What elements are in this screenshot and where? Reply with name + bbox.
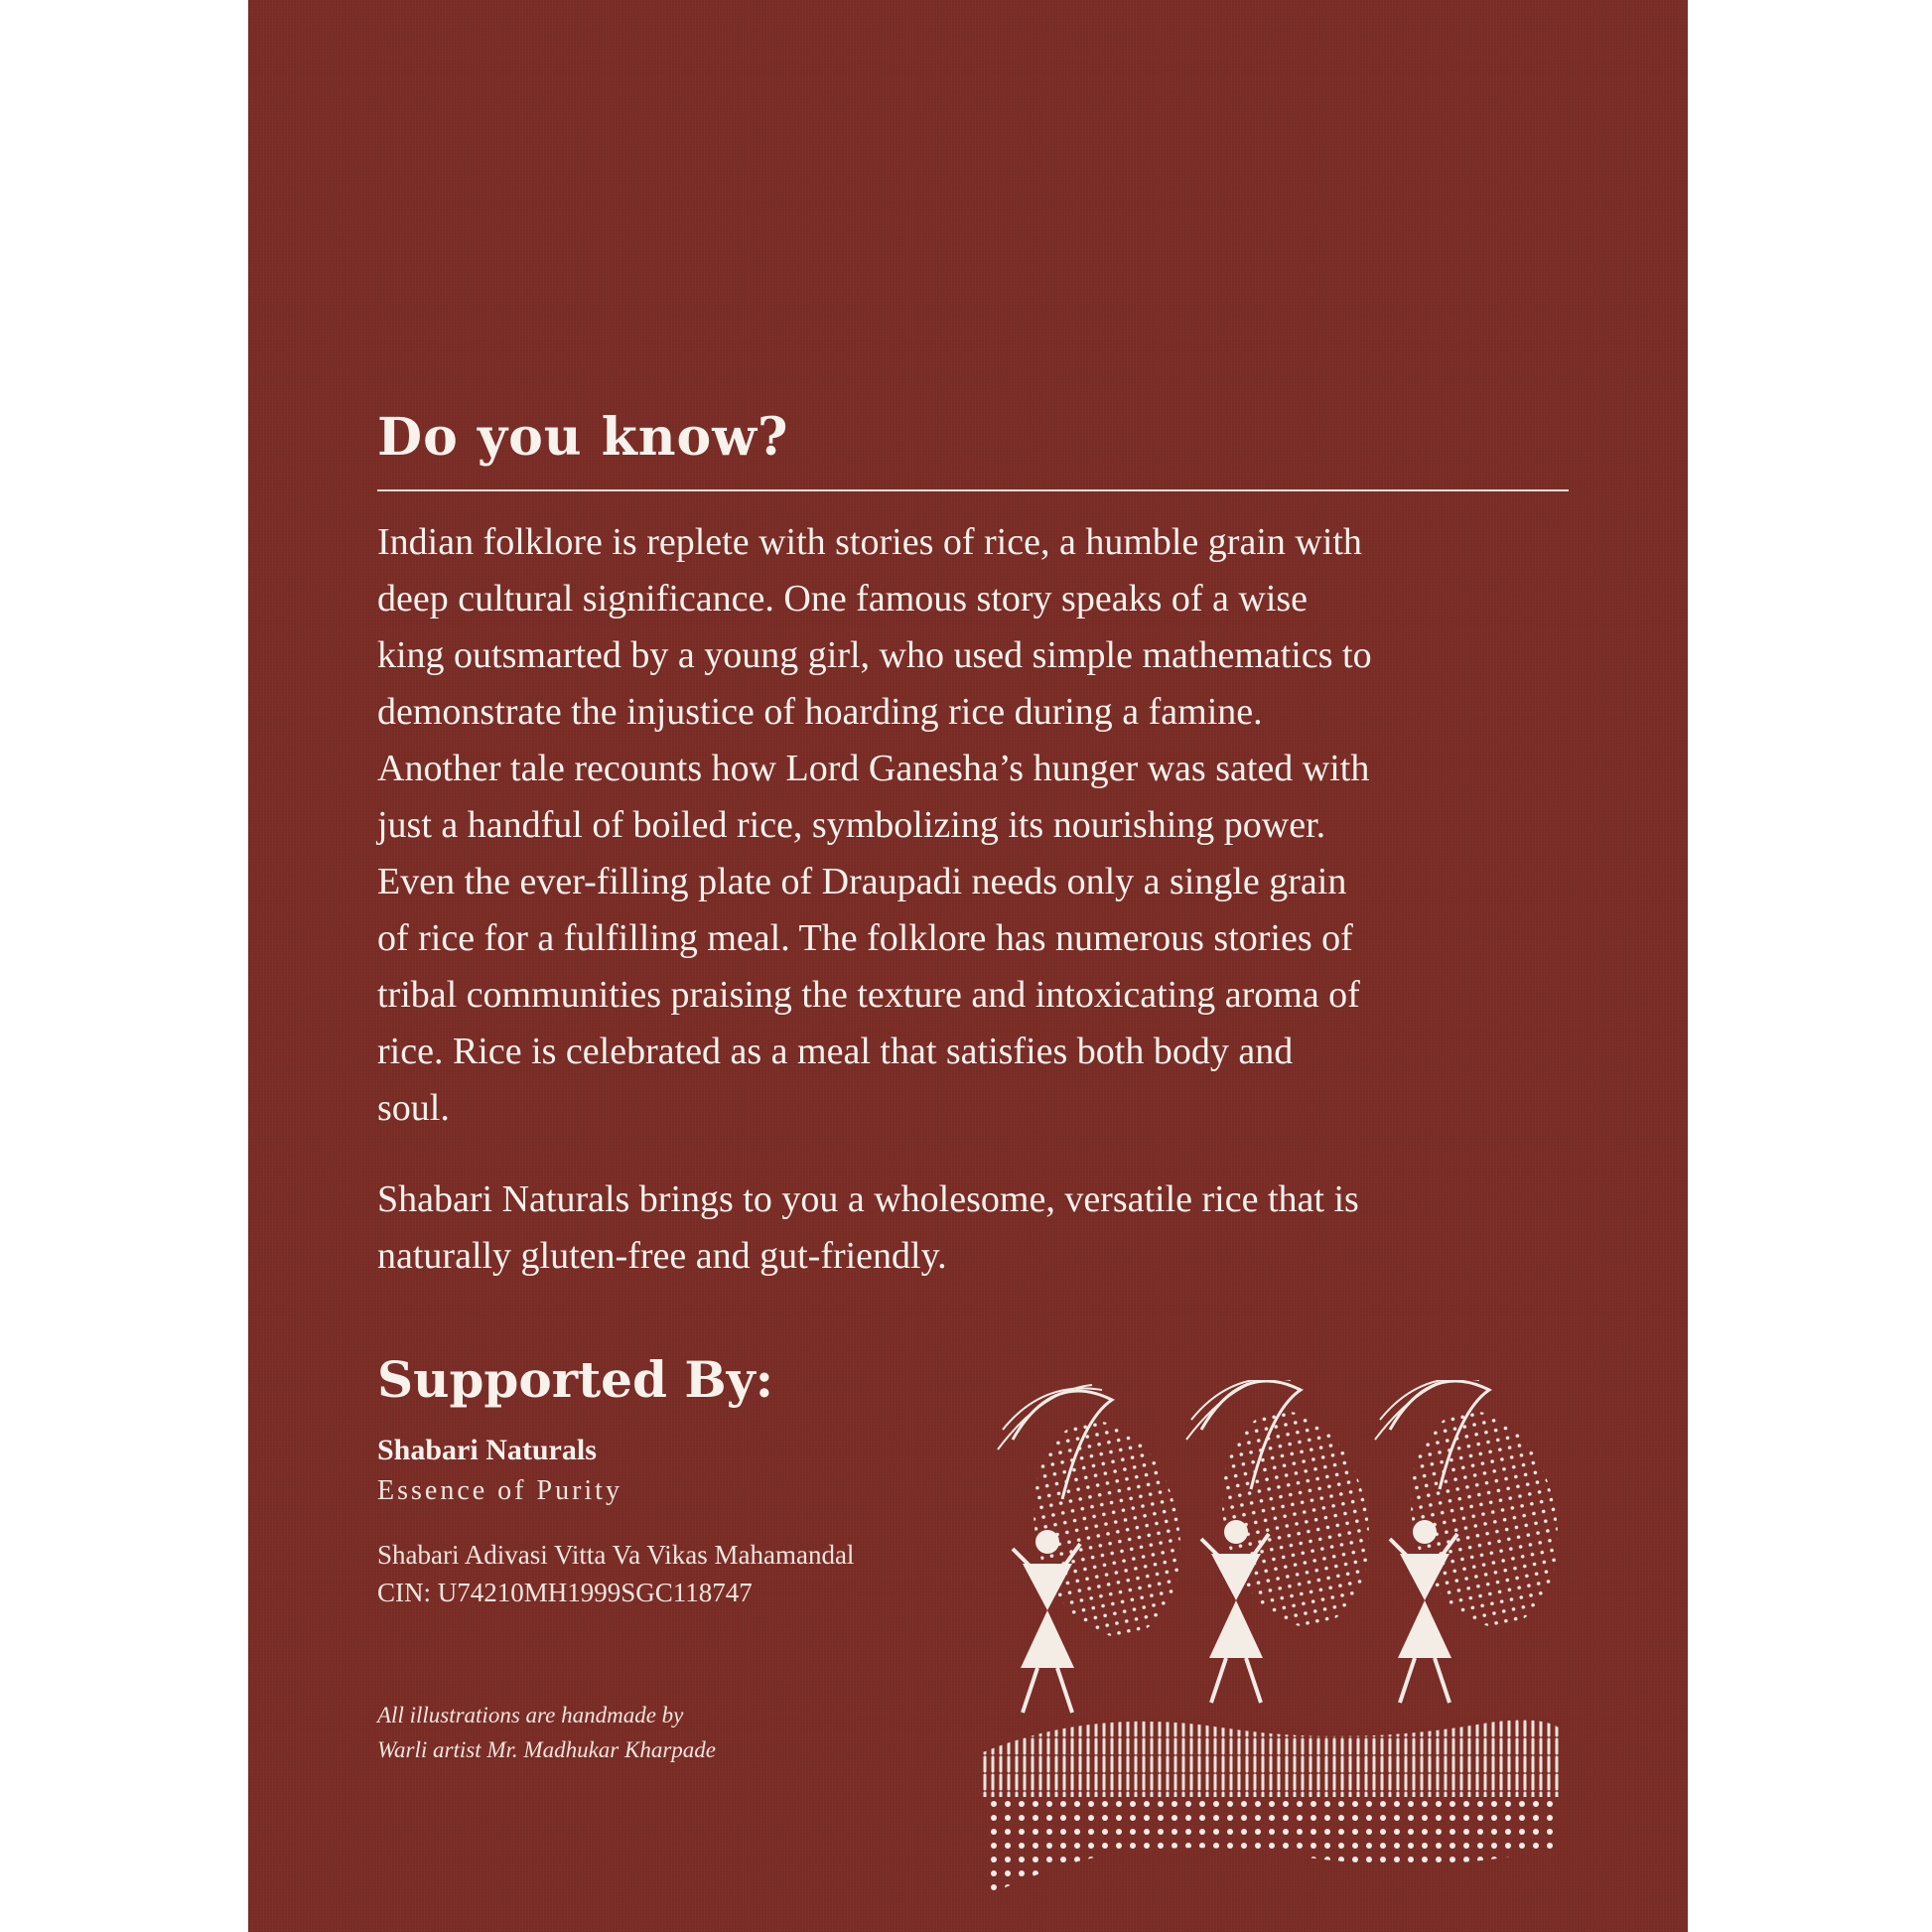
- organization-name: Shabari Adivasi Vitta Va Vikas Mahamandal: [377, 1540, 855, 1570]
- heading-divider: [377, 489, 1569, 491]
- credit-line: All illustrations are handmade by: [377, 1703, 684, 1727]
- organization-cin: CIN: U74210MH1999SGC118747: [377, 1578, 753, 1607]
- tagline-line: naturally gluten-free and gut-friendly.: [377, 1235, 947, 1277]
- story-line: king outsmarted by a young girl, who used simple mathematics to: [377, 634, 1372, 676]
- illustration-credit: [377, 1698, 716, 1767]
- credit-line: Warli artist Mr. Madhukar Kharpade: [377, 1737, 716, 1762]
- organization-info: [377, 1536, 854, 1611]
- folklore-paragraph: [377, 514, 1579, 1137]
- warli-women-carrying-rice-bundles-icon: [973, 1380, 1569, 1916]
- section-heading: Do you know?: [377, 407, 789, 468]
- story-line: Even the ever-filling plate of Draupadi needs only a single grain: [377, 861, 1347, 902]
- story-line: Indian folklore is replete with stories of rice, a humble grain with: [377, 521, 1362, 563]
- story-line: soul.: [377, 1087, 450, 1129]
- brand-subtitle: Essence of Purity: [377, 1475, 622, 1506]
- story-line: of rice for a fulfilling meal. The folklore has numerous stories of: [377, 917, 1353, 959]
- tagline-line: Shabari Naturals brings to you a wholesome, versatile rice that is: [377, 1178, 1359, 1220]
- story-line: just a handful of boiled rice, symbolizing its nourishing power.: [377, 804, 1326, 846]
- supported-by-heading: Supported By:: [377, 1350, 774, 1409]
- story-line: Another tale recounts how Lord Ganesha’s hunger was sated with: [377, 748, 1370, 789]
- brand-name: Shabari Naturals: [377, 1434, 597, 1466]
- story-line: demonstrate the injustice of hoarding rice during a famine.: [377, 691, 1263, 733]
- back-panel: [248, 0, 1688, 1932]
- brand-tagline-paragraph: [377, 1172, 1579, 1285]
- story-line: tribal communities praising the texture and intoxicating aroma of: [377, 974, 1360, 1016]
- story-line: rice. Rice is celebrated as a meal that satisfies both body and: [377, 1031, 1294, 1072]
- story-line: deep cultural significance. One famous story speaks of a wise: [377, 578, 1309, 620]
